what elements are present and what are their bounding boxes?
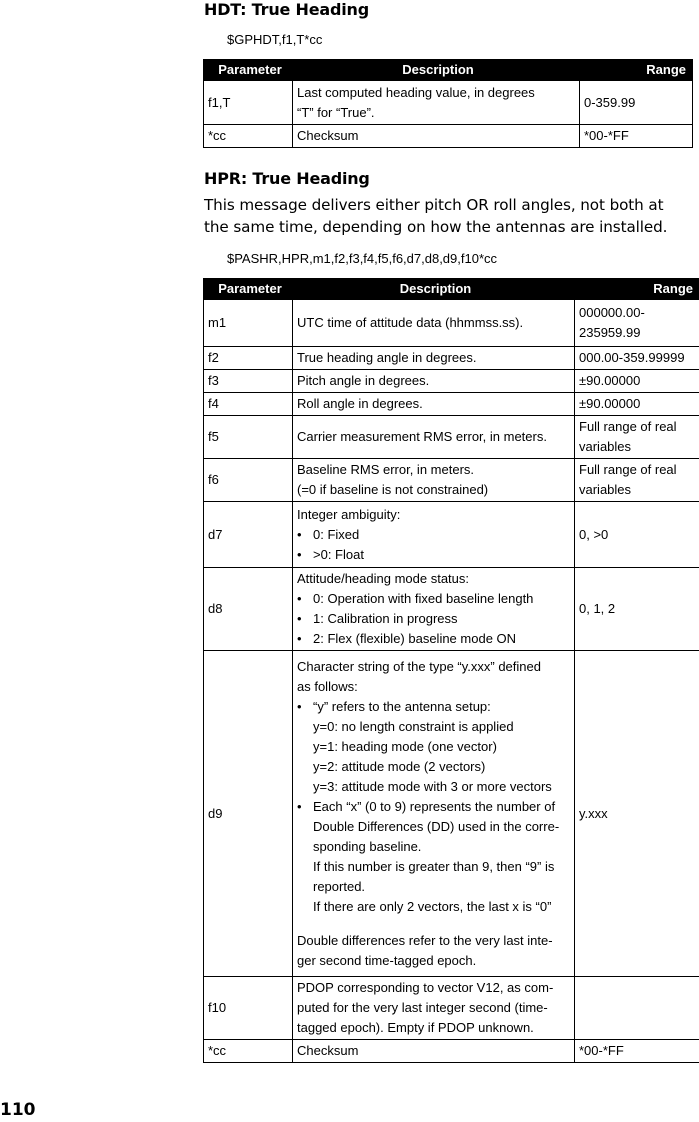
sub-line: reported. xyxy=(313,878,366,894)
param-cell: f5 xyxy=(204,416,293,459)
sub-line: sponding baseline. xyxy=(313,838,422,854)
range-cell xyxy=(575,300,699,347)
range-cell: 0, >0 xyxy=(575,502,699,568)
hpr-title: HPR: True Heading xyxy=(204,169,370,188)
desc-cell: True heading angle in degrees. xyxy=(293,347,575,370)
table-row xyxy=(204,125,693,148)
desc-line: puted for the very last integer second (time- xyxy=(297,1000,548,1015)
page-number: 110 xyxy=(0,1100,36,1120)
table-row xyxy=(204,300,699,347)
desc-cell xyxy=(293,651,575,977)
range-cell: y.xxx xyxy=(575,651,699,977)
header-range: Range xyxy=(580,60,693,81)
bullet-item: • 0: Fixed xyxy=(297,526,360,542)
desc-cell: Carrier measurement RMS error, in meters. xyxy=(293,416,575,459)
desc-cell xyxy=(293,459,575,502)
hdt-header-row xyxy=(204,60,693,81)
desc-cell: Roll angle in degrees. xyxy=(293,393,575,416)
sub-line: y=0: no length constraint is applied xyxy=(313,718,514,734)
bullet-item: • Each “x” (0 to 9) represents the number of xyxy=(297,798,556,814)
table-row xyxy=(204,977,699,1040)
hpr-intro xyxy=(204,194,667,238)
param-cell: d8 xyxy=(204,568,293,651)
note-line: Double differences refer to the very last inte- xyxy=(297,932,553,948)
param-cell: *cc xyxy=(204,1040,293,1063)
bullet-item: • >0: Float xyxy=(297,546,364,562)
table-row xyxy=(204,1040,699,1063)
header-description: Description xyxy=(293,60,580,81)
param-cell: d7 xyxy=(204,502,293,568)
desc-cell xyxy=(293,81,580,125)
intro-line: the same time, depending on how the antennas are installed. xyxy=(204,218,668,236)
desc-cell xyxy=(293,977,575,1040)
header-parameter: Parameter xyxy=(204,279,293,300)
range-line: 000000.00- xyxy=(579,305,645,320)
param-cell: *cc xyxy=(204,125,293,148)
desc-cell: UTC time of attitude data (hhmmss.ss). xyxy=(293,300,575,347)
header-description: Description xyxy=(293,279,575,300)
range-line: variables xyxy=(579,482,632,497)
desc-line: tagged epoch). Empty if PDOP unknown. xyxy=(297,1020,534,1035)
table-row xyxy=(204,393,699,416)
note-line: ger second time-tagged epoch. xyxy=(297,952,477,968)
hdt-syntax: $GPHDT,f1,T*cc xyxy=(227,32,323,47)
param-cell: f1,T xyxy=(204,81,293,125)
desc-line: Integer ambiguity: xyxy=(297,506,401,522)
sub-line: If this number is greater than 9, then “9” is xyxy=(313,858,555,874)
table-row xyxy=(204,81,693,125)
range-line: variables xyxy=(579,439,632,454)
table-row xyxy=(204,502,699,568)
range-cell: *00-*FF xyxy=(575,1040,699,1063)
header-range: Range xyxy=(575,279,699,300)
range-cell xyxy=(575,977,699,1040)
sub-line: If there are only 2 vectors, the last x is “0” xyxy=(313,898,552,914)
desc-cell: Checksum xyxy=(293,125,580,148)
desc-cell: Pitch angle in degrees. xyxy=(293,370,575,393)
desc-cell xyxy=(293,568,575,651)
range-cell: ±90.00000 xyxy=(575,370,699,393)
desc-line: as follows: xyxy=(297,678,358,694)
bullet-item: • “y” refers to the antenna setup: xyxy=(297,698,491,714)
table-row xyxy=(204,459,699,502)
range-cell: 000.00-359.99999 xyxy=(575,347,699,370)
param-cell: f10 xyxy=(204,977,293,1040)
bullet-item: • 2: Flex (flexible) baseline mode ON xyxy=(297,631,517,646)
table-row xyxy=(204,370,699,393)
hpr-table xyxy=(203,278,699,1063)
sub-line: Double Differences (DD) used in the corre- xyxy=(313,818,560,834)
table-row xyxy=(204,568,699,651)
param-cell: f4 xyxy=(204,393,293,416)
table-row xyxy=(204,416,699,459)
range-cell: *00-*FF xyxy=(580,125,693,148)
desc-cell: Checksum xyxy=(293,1040,575,1063)
desc-line: PDOP corresponding to vector V12, as com- xyxy=(297,980,554,995)
param-cell: f2 xyxy=(204,347,293,370)
sub-line: y=1: heading mode (one vector) xyxy=(313,738,497,754)
hpr-header-row xyxy=(204,279,699,300)
range-cell: ±90.00000 xyxy=(575,393,699,416)
table-row xyxy=(204,347,699,370)
hdt-table xyxy=(203,59,693,148)
bullet-item: • 0: Operation with fixed baseline length xyxy=(297,591,534,606)
sub-line: y=3: attitude mode with 3 or more vectors xyxy=(313,778,552,794)
range-cell: 0-359.99 xyxy=(580,81,693,125)
desc-cell xyxy=(293,502,575,568)
range-cell: 0, 1, 2 xyxy=(575,568,699,651)
param-cell: f3 xyxy=(204,370,293,393)
desc-line: Character string of the type “y.xxx” defined xyxy=(297,658,541,674)
intro-line: This message delivers either pitch OR roll angles, not both at xyxy=(204,196,664,214)
range-line: Full range of real xyxy=(579,419,677,434)
desc-line: Attitude/heading mode status: xyxy=(297,571,470,586)
param-cell: f6 xyxy=(204,459,293,502)
hdt-title: HDT: True Heading xyxy=(204,0,369,19)
param-cell: d9 xyxy=(204,651,293,977)
hpr-syntax: $PASHR,HPR,m1,f2,f3,f4,f5,f6,d7,d8,d9,f10*cc xyxy=(227,251,498,266)
desc-line: Last computed heading value, in degrees xyxy=(297,84,535,100)
desc-line: (=0 if baseline is not constrained) xyxy=(297,482,489,497)
desc-line: Baseline RMS error, in meters. xyxy=(297,462,475,477)
range-cell xyxy=(575,416,699,459)
range-line: Full range of real xyxy=(579,462,677,477)
header-parameter: Parameter xyxy=(204,60,293,81)
sub-line: y=2: attitude mode (2 vectors) xyxy=(313,758,486,774)
range-cell xyxy=(575,459,699,502)
range-line: 235959.99 xyxy=(579,325,641,340)
bullet-item: • 1: Calibration in progress xyxy=(297,611,458,626)
param-cell: m1 xyxy=(204,300,293,347)
desc-line: “T” for “True”. xyxy=(297,104,375,120)
table-row xyxy=(204,651,699,977)
